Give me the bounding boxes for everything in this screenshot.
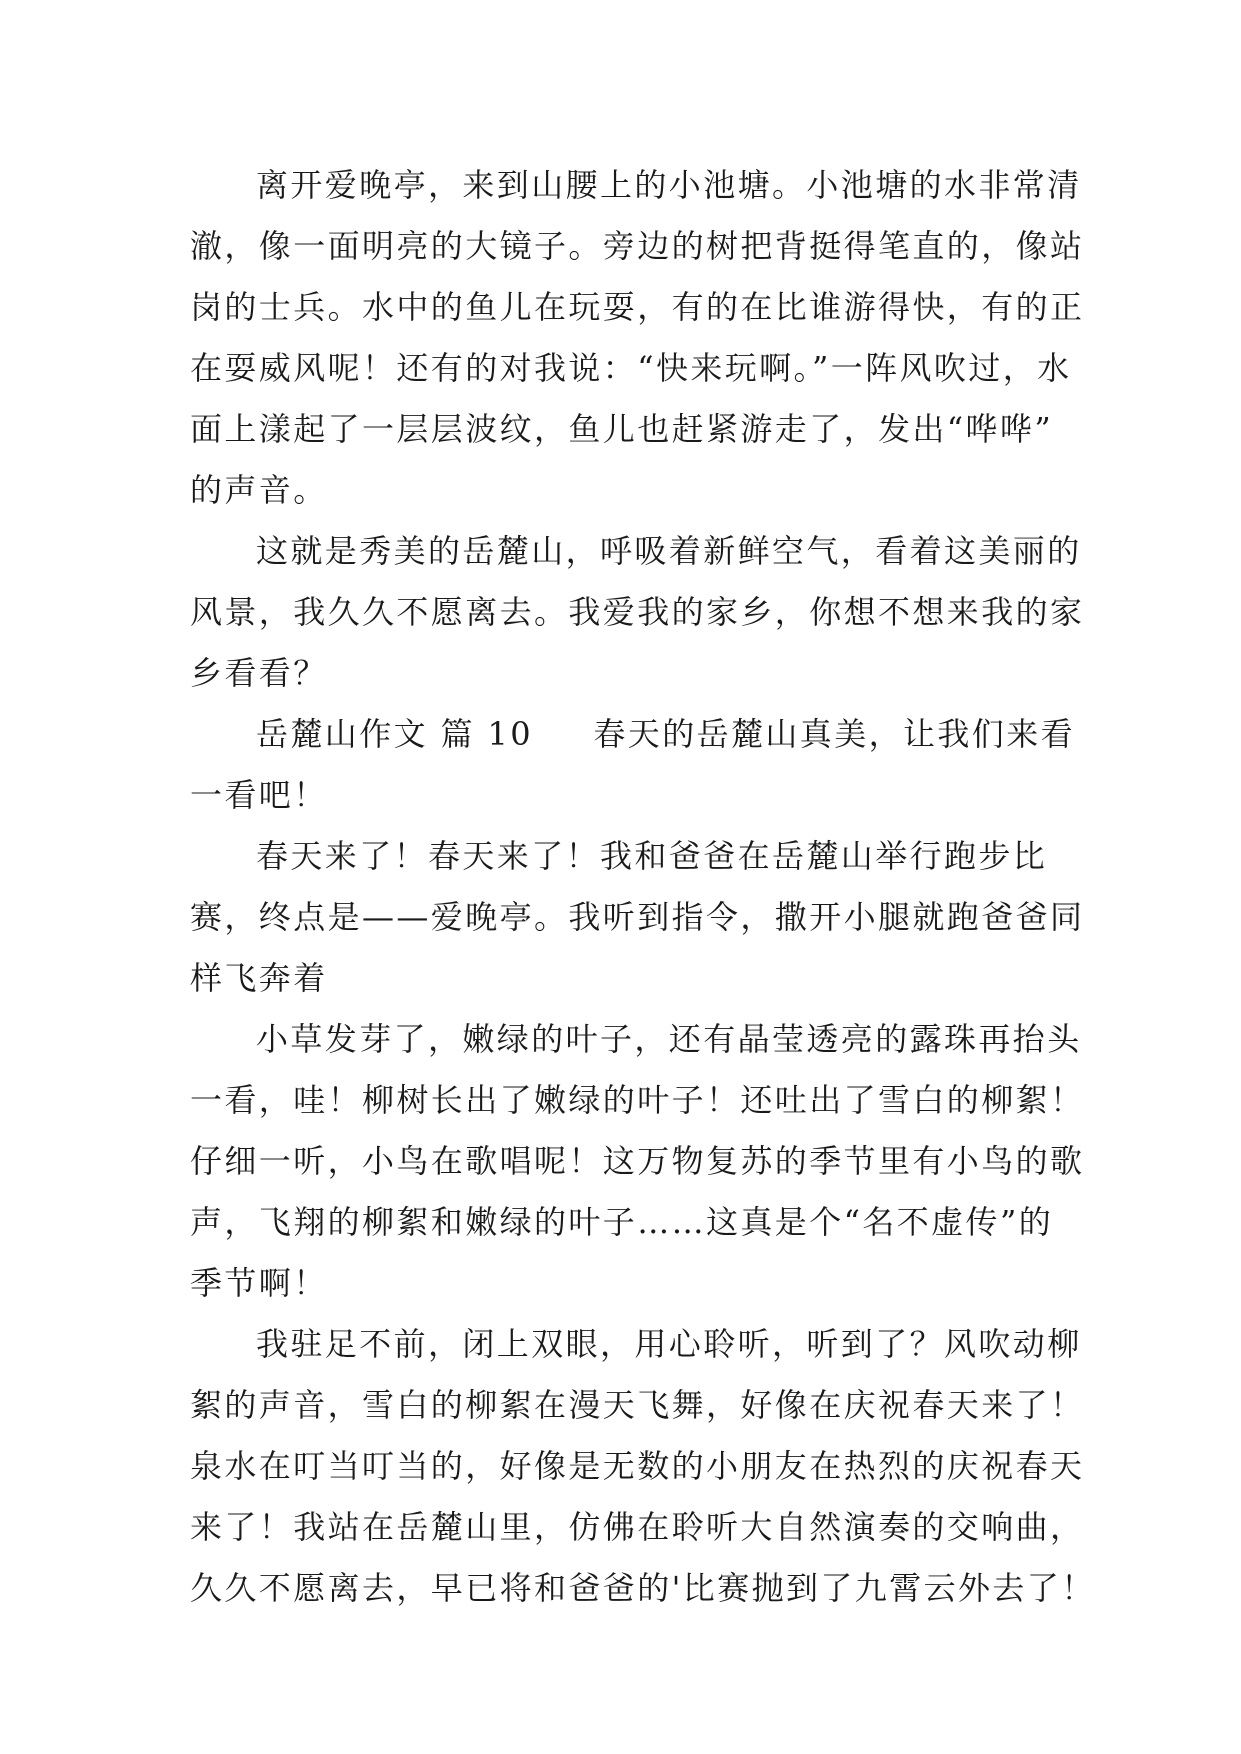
text-line-continuation: 春天的岳麓山真美，让我们来看 [593, 715, 1075, 753]
text-line: 久久不愿离去，早已将和爸爸的'比赛抛到了九霄云外去了！ [190, 1569, 1096, 1607]
text-line: 小草发芽了，嫩绿的叶子，还有晶莹透亮的露珠再抬头 [256, 1020, 1082, 1058]
text-line: 春天来了！春天来了！我和爸爸在岳麓山举行跑步比 [256, 837, 1048, 875]
text-line: 一看吧！ [190, 776, 328, 814]
text-line: 季节啊！ [190, 1264, 328, 1302]
text-line: 在耍威风呢！还有的对我说：“快来玩啊。”一阵风吹过，水 [190, 349, 1072, 387]
text-line: 的声音。 [190, 471, 328, 509]
text-line: 一看，哇！柳树长出了嫩绿的叶子！还吐出了雪白的柳絮！ [190, 1081, 1085, 1119]
text-line: 絮的声音，雪白的柳絮在漫天飞舞，好像在庆祝春天来了！ [190, 1386, 1085, 1424]
text-line: 样飞奔着 [190, 959, 328, 997]
section-title: 岳麓山作文 篇 10 [256, 715, 534, 753]
text-line: 乡看看？ [190, 654, 328, 692]
document-page [190, 155, 1096, 1619]
text-line: 我驻足不前，闭上双眼，用心聆听，听到了？风吹动柳 [256, 1325, 1082, 1363]
text-line: 离开爱晚亭，来到山腰上的小池塘。小池塘的水非常清 [256, 166, 1082, 204]
text-line: 泉水在叮当叮当的，好像是无数的小朋友在热烈的庆祝春天 [190, 1447, 1085, 1485]
text-line: 这就是秀美的岳麓山，呼吸着新鲜空气，看着这美丽的 [256, 532, 1082, 570]
text-line: 赛，终点是——爱晚亭。我听到指令，撒开小腿就跑爸爸同 [190, 898, 1085, 936]
text-line: 声，飞翔的柳絮和嫩绿的叶子……这真是个“名不虚传”的 [190, 1203, 1054, 1241]
text-line: 面上漾起了一层层波纹，鱼儿也赶紧游走了，发出“哗哗” [190, 410, 1054, 448]
text-line: 澈，像一面明亮的大镜子。旁边的树把背挺得笔直的，像站 [190, 227, 1085, 265]
text-line: 岗的士兵。水中的鱼儿在玩耍，有的在比谁游得快，有的正 [190, 288, 1085, 326]
section-title-line [190, 704, 1075, 765]
text-line: 来了！我站在岳麓山里，仿佛在聆听大自然演奏的交响曲， [190, 1508, 1085, 1546]
text-line: 风景，我久久不愿离去。我爱我的家乡，你想不想来我的家 [190, 593, 1085, 631]
text-line: 仔细一听，小鸟在歌唱呢！这万物复苏的季节里有小鸟的歌 [190, 1142, 1085, 1180]
